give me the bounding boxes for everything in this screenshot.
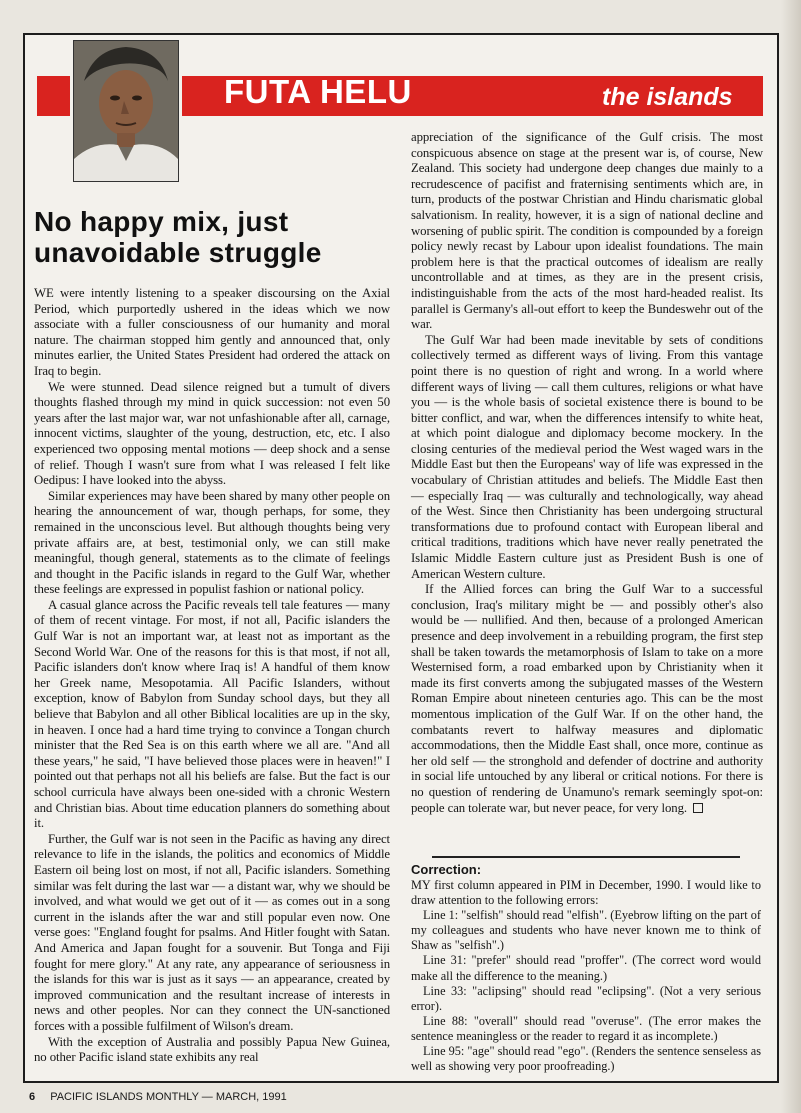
page-footer	[29, 1091, 287, 1103]
correction-item: Line 31: "prefer" should read "proffer". (The correct word would make all the difference to the meaning.)	[411, 953, 761, 983]
article-headline: No happy mix, just unavoidable struggle	[34, 206, 322, 268]
final-paragraph-text: If the Allied forces can bring the Gulf War to a successful conclusion, Iraq's military might be — and possibly other's also would be — nullified. And then, because of a prolonged American presence and deep involvement in a rebuilding program, the first step shall be taken towards the metamorphosis of Islam to take on a more Westernised form, a road embarked upon by Christianity when it made its first converts among the subjugated masses of the Western Roman Empire about nineteen centuries ago. This can be the most momentous implication of the Gulf War. If on the other hand, the combatants revert to halfway measures and diplomatic accommodations, then the Middle East shall, once more, continue as her old self — the stronghold and defender of doctrine and authority in social life untouched by any liberal or critical notions. For there is no question of rendering de Unamuno's remark seemingly spot-on: people can tolerate war, but never peace, for very long.	[411, 582, 763, 815]
portrait-image-icon	[74, 41, 178, 181]
end-of-article-box-icon	[693, 803, 703, 813]
body-paragraph: With the exception of Australia and possibly Papua New Guinea, no other Pacific island state exhibits any real	[34, 1034, 390, 1065]
publication-line: PACIFIC ISLANDS MONTHLY — MARCH, 1991	[50, 1091, 287, 1103]
right-column	[411, 130, 763, 816]
correction-box	[411, 862, 761, 1074]
body-paragraph: A casual glance across the Pacific reveals tell tale features — many of them of recent vintage. For most, if not all, Pacific islanders the Gulf War is not an important war, at least not as important as the Second World War. One of the reasons for this is that most, if not all, Pacific islanders don't know where Iraq is! A handful of them know her Greek name, Mesopotamia. All Pacific Islanders, without exception, know of Babylon from Sunday school days, but they all believe that Babylon and all other Biblical localities are up in the sky, in heaven. I once had a hard time trying to convince a Tongan church minister that the Red Sea is on this earth where we all are. "And all these years," he said, "I have believed those places were in heaven!" I pointed out that perhaps not all his beliefs are false. But the fact is our school curricula have always been one-sided with a chronic Western and Christian bias. About time education planners do something about it.	[34, 597, 390, 831]
body-paragraph: The Gulf War had been made inevitable by sets of conditions collectively termed as different ways of living. From this vantage point there is no question of right and wrong. In a world where different ways of living — call them cultures, religions or what have you — is the whole basis of societal existence there is bound to be bitter conflict, and war, when the differences intensify to white heat, at which point dialogue and diplomacy become mockery. In the closing centuries of the medieval period the West waged wars in the Middle East but then the Europeans' way of life was expressed in the vocabulary of Christian attitudes and beliefs. The Middle East then — especially Iraq — was culturally and technologically, way ahead of the West. Since then Christianity has been undergoing structural transformations due to profound contact with European liberal and critical traditions, traditions which have never really penetrated the Islamic Middle Eastern culture just as President Bush is one of American Western culture.	[411, 332, 763, 581]
page-number: 6	[29, 1091, 36, 1103]
scan-edge-shadow	[781, 0, 801, 1113]
columnist-name: FUTA HELU	[224, 73, 412, 110]
correction-heading: Correction:	[411, 862, 482, 877]
columnist-portrait	[73, 40, 179, 182]
correction-item: Line 95: "age" should read "ego". (Renders the sentence senseless as well as showing very poor proofreading.)	[411, 1044, 761, 1074]
body-paragraph: Similar experiences may have been shared by many other people on hearing the announcement of war, though perhaps, for some, they remained in the unconscious level. But although thoughts being very private affairs are, at best, testimonial only, we can still make meaningful, though general, statements as to the climate of feelings and thought in the Pacific islands in regard to the Gulf War, whether these feelings are expressed in populist fashion or national policy.	[34, 488, 390, 597]
correction-item: Line 33: "aclipsing" should read "eclipsing". (Not a very serious error).	[411, 983, 761, 1013]
correction-divider	[432, 856, 740, 858]
body-paragraph: We were stunned. Dead silence reigned but a tumult of divers thoughts flashed through my mind in quick succession: not even 50 years after the last major war, war not unfashionable after all, carnage, innocent victims, slaughter of the young, destruction, etc, etc. I also experienced two opposing mental motions — deep shock and a sense of relief. Though I wasn't sure from what I was released I felt like Oedipus: I have looked into the abyss.	[34, 379, 390, 488]
correction-paragraph: MY first column appeared in PIM in December, 1990. I would like to draw attention to the following errors:	[411, 878, 761, 908]
correction-item: Line 1: "selfish" should read "elfish". (Eyebrow lifting on the part of my colleagues and students who have never known me to think of Shaw as "selfish".)	[411, 908, 761, 953]
body-paragraph-final	[411, 582, 763, 816]
section-label: the islands	[602, 83, 733, 111]
body-paragraph: Further, the Gulf war is not seen in the Pacific as having any direct relevance to life in the islands, the politics and economics of Middle Eastern oil being lost on most, if not all, Pacific islanders. Something similar was felt during the last war — a distant war, why we should be involved, and what would we get out of it — as comes out in a song current in the islands after the war and still popular even now. One verse goes: "England fought for psalms. And Hitler fought with Satan. And America and Japan fought for a souvenir. But Tonga and Fiji fought for mere glory." At any rate, any appearance of seriousness in the islands for this war is just as it says — an appearance, created by improved communication and the resultant increase of interests in news and other peoples. Nor can they connect the UN-sanctioned forces with a possible fulfilment of Wilson's dream.	[34, 831, 390, 1033]
left-column	[34, 286, 390, 1066]
correction-item: Line 88: "overall" should read "overuse". (The error makes the sentence meaningless or the reader to regard it as incomplete.)	[411, 1013, 761, 1043]
body-paragraph: appreciation of the significance of the Gulf crisis. The most conspicuous absence on stage at the present war is, of course, New Zealand. This society had undergone deep changes due mainly to a recrudescence of pacifist and fraternising sentiments which are, in turn, products of the postwar Christian and Hindu charismatic global salvationism. In reality, however, it is a sign of national decline and worsening of public spirit. The condition is compounded by a foreign policy newly recast by Labour upon idealist foundations. The main problem here is that the practical outcomes of idealism are really uncontrollable and at times, as they are in the present crisis, indistinguishable from the acts of the most hard-headed realist. Its parallel is Germany's all-out effort to keep the Bundeswehr out of the war.	[411, 130, 763, 332]
body-paragraph: WE were intently listening to a speaker discoursing on the Axial Period, which purportedly ushered in the ideas which we now associate with a fuller consciousness of our humanity and moral nature. The chairman stopped him gently and announced that, only minutes earlier, the United States President had ordered the attack on Iraq to begin.	[34, 286, 390, 378]
